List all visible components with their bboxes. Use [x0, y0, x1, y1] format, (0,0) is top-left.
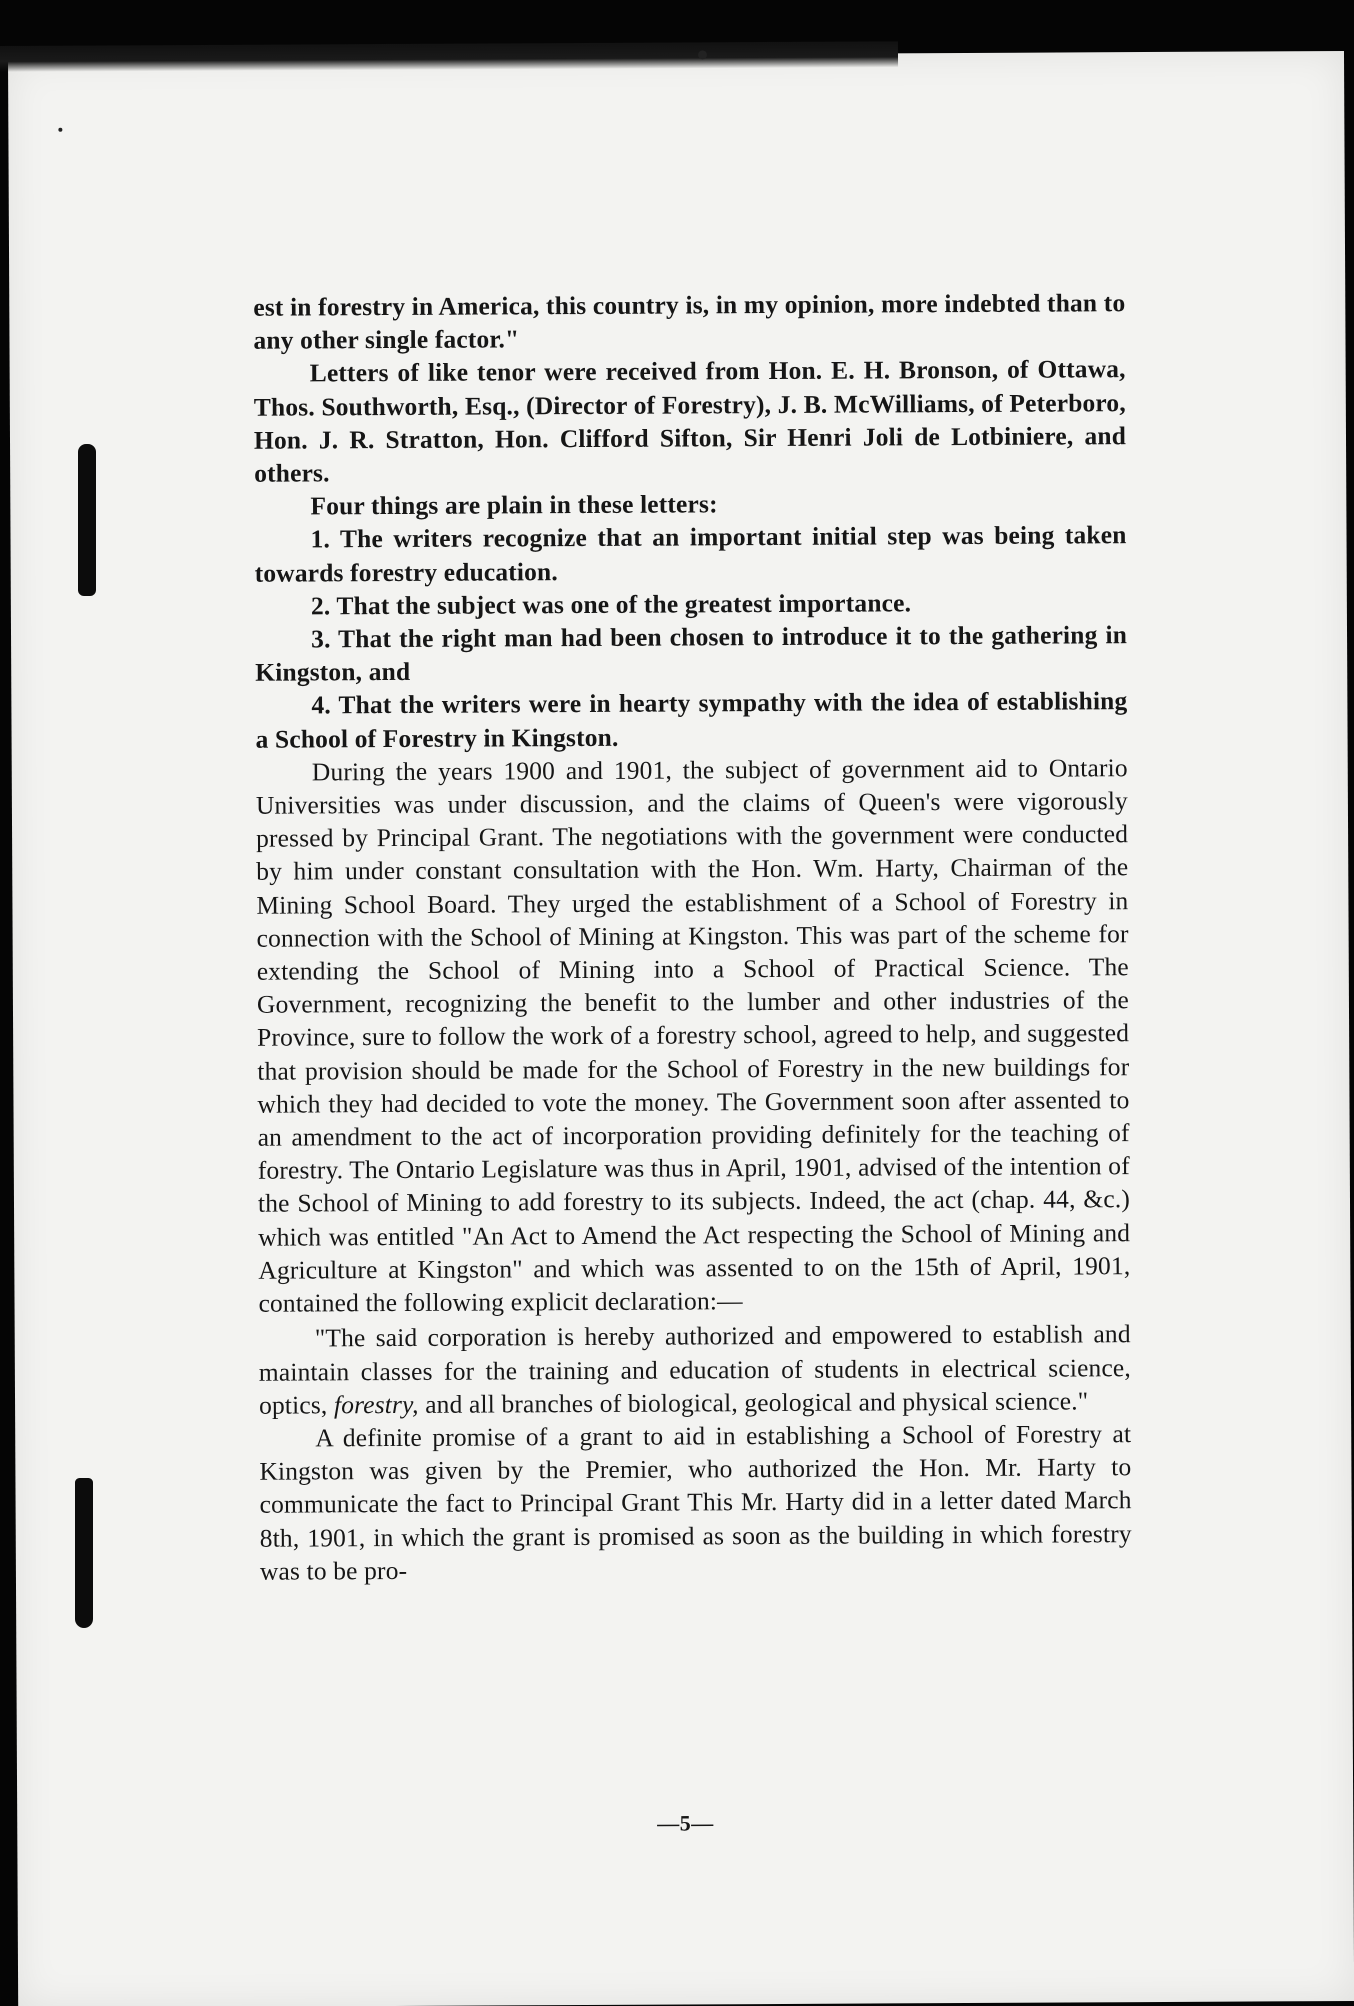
document-page — [8, 51, 1354, 2006]
binding-mark-bottom — [75, 1478, 93, 1628]
paragraph-four-things: Four things are plain in these letters: — [310, 489, 718, 521]
list-item-2: 2. That the subject was one of the greatest importance. — [310, 588, 912, 621]
quotation-text-after: and all branches of biological, geological and physical science." — [418, 1386, 1089, 1419]
list-item-4: 4. That the writers were in hearty sympathy with the idea of establishing a School of Forestry in Kingston. — [255, 686, 1128, 754]
paragraph-government-aid: During the years 1900 and 1901, the subject of government aid to Ontario Universities was under discussion, and the claims of Queen's were vigorously pressed by Principal Grant. The negotiations with the government were conducted by him under constant consultation with the Hon. Wm. Harty, Chairman of the Mining School Board. They urged the establishment of a School of Forestry in connection with the School of Mining at Kingston. This was part of the scheme for extending the School of Mining into a School of Practical Science. The Government, recognizing the benefit to the lumber and other industries of the Province, sure to follow the work of a forestry school, agreed to help, and suggested that provision should be made for the School of Forestry in the new buildings for which they had decided to vote the money. The Government soon after assented to an amendment to the act of incorporation providing definitely for the teaching of forestry. The Ontario Legislature was thus in April, 1901, advised of the intention of the School of Mining to add forestry to its subjects. Indeed, the act (chap. 44, &c.) which was entitled "An Act to Amend the Act respecting the School of Mining and Agriculture at Kingston" and which was assented to on the 15th of April, 1901, contained the following explicit declaration:— — [255, 752, 1131, 1318]
paragraph-letters: Letters of like tenor were received from Hon. E. H. Bronson, of Ottawa, Thos. Southworth, Esq., (Director of Forestry), J. B. McWilliams, of Peterboro, Hon. J. R. Stratton, Hon. Clifford Sifton, Sir Henri Joli de Lotbiniere, and others. — [253, 354, 1127, 488]
list-item-1: 1. The writers recognize that an important initial step was being taken towards forestry education. — [254, 520, 1127, 588]
quotation-emphasis: forestry, — [333, 1389, 419, 1420]
quotation-text-before: "The said corporation is hereby authorized and empowered to establish and maintain classes for the training and education of students in electrical science, optics, — [258, 1319, 1131, 1420]
paragraph-act-quotation — [259, 1317, 1132, 1421]
list-item-3: 3. That the right man had been chosen to introduce it to the gathering in Kingston, and — [255, 620, 1128, 687]
paragraph-quote-ending: est in forestry in America, this country is, in my opinion, more indebted than to any other single factor." — [253, 288, 1126, 355]
dust-speck — [698, 50, 707, 59]
body-text — [253, 286, 1132, 1587]
dust-speck — [58, 128, 62, 132]
paragraph-grant-promise: A definite promise of a grant to aid in establishing a School of Forestry at Kingston was given by the Premier, who authorized the Hon. Mr. Harty to communicate the fact to Principal Grant This Mr. Harty did in a letter dated March 8th, 1901, in which the grant is promised as soon as the building in which forestry was to be pro- — [259, 1419, 1132, 1586]
binding-mark-top — [78, 444, 96, 596]
page-number: —5— — [657, 1810, 714, 1836]
